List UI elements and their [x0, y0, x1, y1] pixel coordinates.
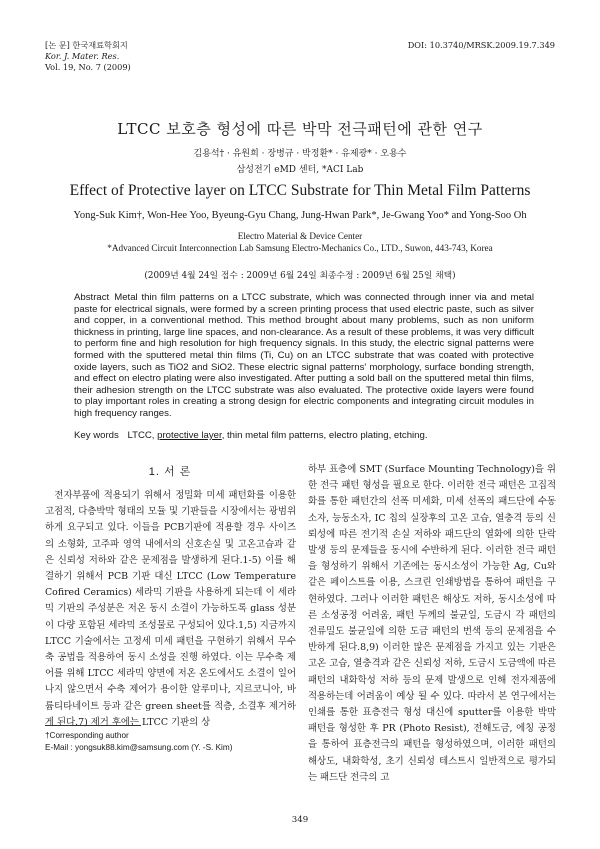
page-number: 349	[291, 815, 309, 825]
title-korean: LTCC 보호층 형성에 따른 박막 전극패턴에 관한 연구	[117, 120, 483, 138]
author-email: E-Mail : yongsuk88.kim@samsung.com (Y. -S. Kim)	[45, 743, 233, 752]
abstract	[74, 292, 534, 420]
abstract-text: Metal thin film patterns on a LTCC substrate, which was connected through inner via and metal paste for electrical signals, were formed by a screen printing process that used electric paste, such as silver and copper, in a conventional method. This method brought about many problems, such as non uniform thickness in printing, large line spaces, and non-clearance. As a result of these problems, it was very difficult to perform fine and high resolution for high frequency signals. In this study, the electric signal patterns were formed with the sputtered metal thin films (Ti, Cu) on an LTCC substrate that was coated with protective oxide layers, such as TiO2 and SiO2. These electric signal patterns' morphology, surface bonding strength, and effect on electro plating were also investigated. After putting a sold ball on the sputtered metal thin films, their adhesion strength on the LTCC substrate was also evaluated. The protective oxide layers were found to play important roles in creating a strong design for electric components and integrating circuit modules in high frequency ranges.	[74, 292, 534, 419]
section-heading: 1. 서 론	[148, 466, 192, 478]
corresponding-author: †Corresponding author	[45, 731, 129, 740]
affiliation-korean: 삼성전기 eMD 센터, *ACI Lab	[236, 165, 364, 175]
body-text-right: 하부 표층에 SMT (Surface Mounting Technology)을 위한 전극 패턴 형성을 필요로 한다. 이러한 전극 패턴은 고집적화를 통한 패턴간의 선폭 미세화, 미세 선폭의 패드단에 수동소자, 능동소자, IC 칩의 실장후의 고온 고습, 열충격 등의 신뢰성에 따른 전기적 손실 저하와 패드단의 열화에 의한 단락 발생 등의 문제들을 동시에 수반하게 된다. 이러한 전극 패턴을 형성하기 위해서 기존에는 동시소성이 가능한 Ag, Cu와 같은 페이스트를 이용, 스크린 인쇄방법을 통하여 패턴을 구현하였다. 그러나 이러한 패턴은 해상도 저하, 동시소성에 따른 소성공정 어려움, 패턴 두께의 불균일, 도금시 각 패턴의 전류밀도 불균일에 의한 도금 패턴의 번색 등의 문제점을 수반하게 된다.8,9) 이러한 많은 문제점을 가지고 있는 기판은 고온 고습, 열충격과 같은 신뢰성 저하, 도금시 도금액에 따른 패턴의 내화학성 저하 등의 문제 발생으로 인해 전자제품에 적용하는데 어려움이 예상 될 수 있다. 따라서 본 연구에서는 인쇄를 통한 표층전극 형성 대신에 sputter를 이용한 박막 패턴을 형성한 후 PR (Photo Resist), 전해도금, 에칭 공정을 통하여 표층전극의 패턴을 형성하였으며, 이러한 패턴의 해상도, 내화학성, 초기 신뢰성 테스트시 일반적으로 평가되는 패드단 전극의 고	[308, 464, 556, 783]
keyword-2: protective layer	[157, 430, 222, 441]
journal-name-en: Kor. J. Mater. Res.	[45, 51, 120, 61]
abstract-label: Abstract	[74, 292, 110, 303]
keywords-label: Key words	[74, 430, 119, 441]
footnote	[45, 730, 232, 754]
affiliation-english-2: *Advanced Circuit Interconnection Lab Samsung Electro-Mechanics Co., LTD., Suwon, 443-743, Korea	[107, 243, 493, 253]
authors-english: Yong-Suk Kim†, Won-Hee Yoo, Byeung-Gyu Chang, Jung-Hwan Park*, Je-Gwang Yoo* and Yong-Soo Oh	[73, 210, 527, 221]
doi: DOI: 10.3740/MRSK.2009.19.7.349	[407, 40, 555, 50]
keyword-rest: , thin metal film patterns, electro plating, etching.	[221, 430, 428, 441]
authors-korean: 김용석† · 유원희 · 장병규 · 박정환* · 유제광* · 오용수	[193, 149, 407, 159]
submission-dates: (2009년 4월 24일 접수 : 2009년 6월 24일 최종수정 : 2009년 6월 25일 채택)	[144, 271, 456, 281]
journal-name-ko: [논 문] 한국재료학회지	[45, 40, 128, 50]
footnote-rule	[45, 725, 141, 726]
affiliation-english-1: Electro Material & Device Center	[237, 231, 363, 241]
body-text-left: 전자부품에 적용되기 위해서 정밀화 미세 패턴화를 이용한 고점적, 다층박막 형태의 모듈 및 기판들을 시장에서는 광범위하게 요구되고 있다. 이들을 PCB기판에 적용할 경우 사이즈의 소형화, 고주파 영역 내에서의 신호손실 및 고온고습과 같은 신뢰성 저하와 같은 문제점을 발생하게 된다.1-5) 이를 해결하기 위해서 PCB 기판 대신 LTCC (Low Temperature Cofired Ceramics) 세라믹 기판을 사용하게 되는데 이 세라믹 기판의 주성분은 저온 동시 소결이 가능하도록 glass 성분이 다량 포함된 세라믹 조성물로 구성되어 있다.1,5) 지금까지 LTCC 기술에서는 고정세 미세 패턴을 구현하기 위해서 무수축 공법을 적용하여 동시 소성을 진행 하였다. 이는 무수축 제어를 위해 LTCC 세라믹 양면에 저온 온도에서도 소결이 일어나지 않으면서 수축 제어가 용이한 알루미나, 지르코니아, 바륨티타네이트 등과 같은 green sheet를 적층, 소결후 제거하게 된다.7) 제거 후에는 LTCC 기판의 상	[45, 490, 296, 728]
journal-volume: Vol. 19, No. 7 (2009)	[45, 62, 131, 72]
keyword-1: LTCC,	[127, 430, 155, 441]
journal-header	[45, 40, 131, 73]
title-english: Effect of Protective layer on LTCC Substrate for Thin Metal Film Patterns	[69, 182, 531, 199]
keywords	[74, 430, 534, 441]
